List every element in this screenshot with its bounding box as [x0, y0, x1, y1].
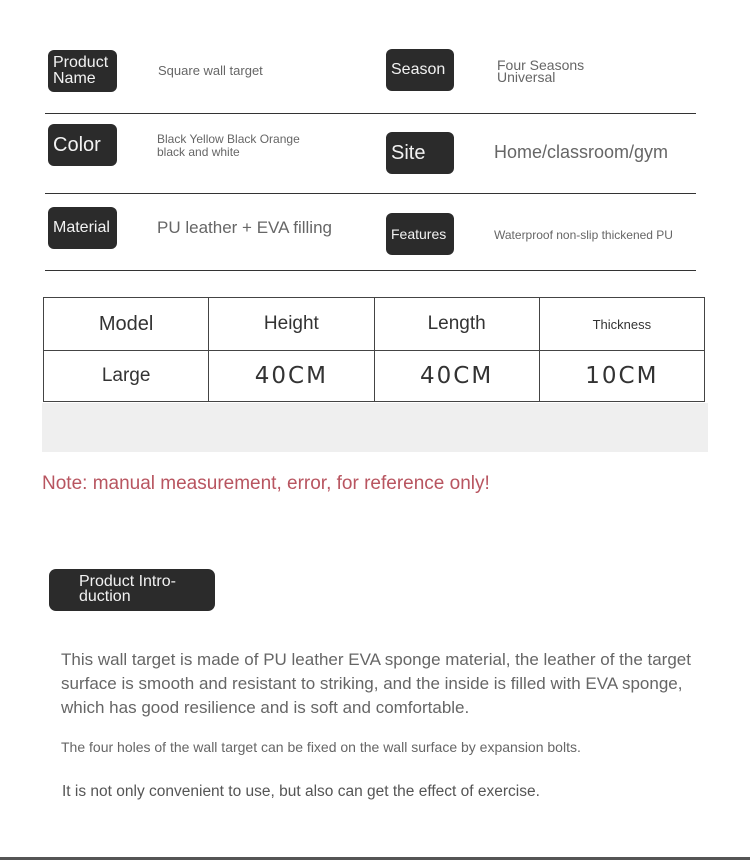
size-table	[43, 297, 705, 402]
cell-length: 40CM	[374, 351, 539, 402]
header-thickness: Thickness	[539, 298, 704, 351]
size-table-header-row	[44, 298, 705, 351]
divider-1	[45, 113, 696, 114]
size-table-row	[44, 351, 705, 402]
product-name-value: Square wall target	[158, 63, 263, 78]
product-name-label: Product Name	[48, 50, 117, 92]
season-value: Four Seasons Universal	[497, 57, 585, 85]
material-value: PU leather + EVA filling	[157, 218, 332, 237]
header-model: Model	[44, 298, 209, 351]
material-label: Material	[48, 207, 117, 249]
features-label: Features	[386, 213, 454, 255]
cell-thickness: 10CM	[539, 351, 704, 402]
divider-3	[45, 270, 696, 271]
color-label: Color	[48, 124, 117, 166]
cell-height: 40CM	[209, 351, 374, 402]
gray-band	[42, 403, 708, 452]
divider-2	[45, 193, 696, 194]
features-value: Waterproof non-slip thickened PU	[494, 228, 673, 242]
site-value: Home/classroom/gym	[494, 142, 669, 162]
header-length: Length	[374, 298, 539, 351]
intro-paragraph-2: The four holes of the wall target can be fixed on the wall surface by expansion bolts.	[61, 739, 581, 755]
product-introduction-title: Product Intro-duction	[49, 569, 215, 611]
color-value: Black Yellow Black Orange black and white	[157, 132, 300, 159]
site-label: Site	[386, 132, 454, 174]
intro-paragraph-3: It is not only convenient to use, but also can get the effect of exercise.	[62, 783, 540, 800]
measurement-note: Note: manual measurement, error, for reference only!	[42, 473, 490, 494]
intro-paragraph-1: This wall target is made of PU leather EVA sponge material, the leather of the target surface is smooth and resistant to striking, and the inside is filled with EVA sponge, which has good resilience and is soft and comfortable.	[61, 650, 691, 717]
header-height: Height	[209, 298, 374, 351]
season-label: Season	[386, 49, 454, 91]
cell-model: Large	[44, 351, 209, 402]
